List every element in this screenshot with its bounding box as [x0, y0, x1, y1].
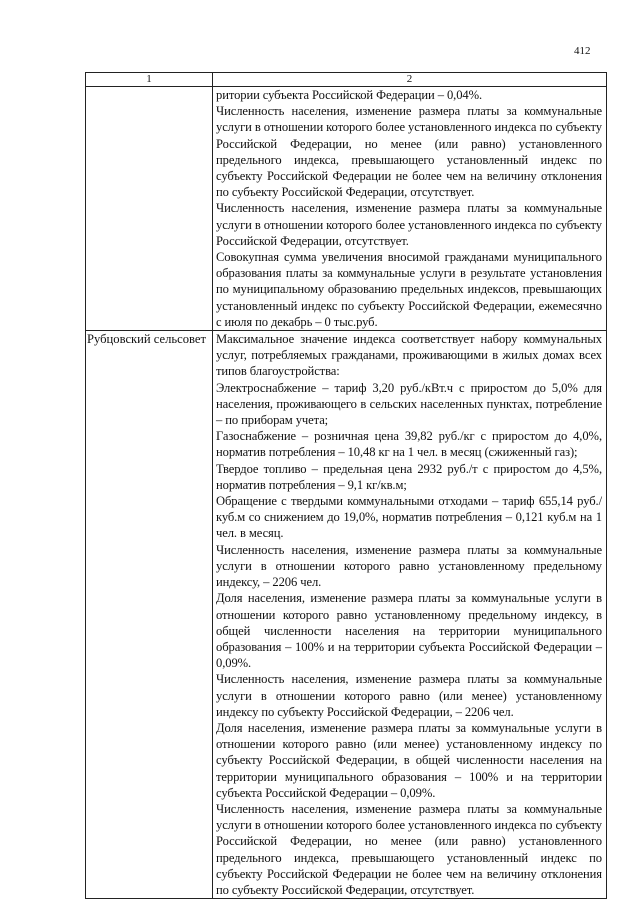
paragraph: Максимальное значение индекса соответствует набору коммунальных услуг, потребляемых гражданами, проживающими в жилых домах всех типов благоустройства:	[216, 332, 602, 379]
paragraph: Численность населения, изменение размера платы за коммунальные услуги в отношении которого более установленного индекса по субъекту Российской Федерации, отсутствует.	[216, 201, 602, 248]
paragraph: Численность населения, изменение размера платы за коммунальные услуги в отношении которого более установленного индекса по субъекту Российской Федерации, но менее (или равно) установленного предельного индекса, превышающего установленный индекс по субъекту Российской Федерации не более чем на величину отклонения по субъекту Российской Федерации, отсутствует.	[216, 104, 602, 200]
column-header-2: 2	[213, 73, 607, 87]
paragraph: Твердое топливо – предельная цена 2932 руб./т с приростом до 4,5%, норматив потребления – 9,1 кг/кв.м;	[216, 461, 602, 492]
paragraph: Доля населения, изменение размера платы за коммунальные услуги в отношении которого равно (или менее) установленному индексу по субъекту Российской Федерации, в общей численности населения на территории муниципального образования – 100% и на территории субъекта Российской Федерации – 0,09%.	[216, 720, 602, 800]
column-header-1: 1	[86, 73, 213, 87]
region-cell: Рубцовский сельсовет	[86, 331, 213, 899]
paragraph: Численность населения, изменение размера платы за коммунальные услуги в отношении которого более установленного индекса по субъекту Российской Федерации, но менее (или равно) установленного предельного индекса, превышающего установленный индекс по субъекту Российской Федерации не более чем на величину отклонения по субъекту Российской Федерации, отсутствует.	[216, 801, 602, 897]
paragraph: Газоснабжение – розничная цена 39,82 руб./кг с приростом до 4,0%, норматив потребления – 10,48 кг на 1 чел. в месяц (сжиженный газ);	[216, 429, 602, 460]
region-cell	[86, 87, 213, 331]
document-table	[85, 72, 607, 899]
text-cell	[213, 331, 607, 899]
page-number: 412	[574, 45, 591, 57]
paragraph: Численность населения, изменение размера платы за коммунальные услуги в отношении которого равно установленному предельному индексу, – 2206 чел.	[216, 542, 602, 590]
table-header-row	[86, 73, 607, 87]
text-cell	[213, 87, 607, 331]
table-row	[86, 331, 607, 899]
paragraph: Доля населения, изменение размера платы за коммунальные услуги в отношении которого равно установленному предельному индексу, в общей численности населения на территории муниципального образования – 100% и на территории субъекта Российской Федерации – 0,09%.	[216, 591, 602, 671]
paragraph: ритории субъекта Российской Федерации – 0,04%.	[216, 88, 483, 102]
table-row	[86, 87, 607, 331]
paragraph: Численность населения, изменение размера платы за коммунальные услуги в отношении которого равно (или менее) установленному индексу по субъекту Российской Федерации, – 2206 чел.	[216, 672, 602, 719]
paragraph: Электроснабжение – тариф 3,20 руб./кВт.ч с приростом до 5,0% для населения, проживающего в сельских населенных пунктах, потребление – по приборам учета;	[216, 380, 602, 428]
paragraph: Совокупная сумма увеличения вносимой гражданами муниципального образования платы за коммунальные услуги в результате установления по муниципальному образованию предельных индексов, превышающих установленный индекс по субъекту Российской Федерации, ежемесячно с июля по декабрь – 0 тыс.руб.	[216, 250, 602, 329]
paragraph: Обращение с твердыми коммунальными отходами – тариф 655,14 руб./куб.м со снижением до 19,0%, норматив потребления – 0,121 куб.м на 1 чел. в месяц.	[216, 494, 602, 541]
